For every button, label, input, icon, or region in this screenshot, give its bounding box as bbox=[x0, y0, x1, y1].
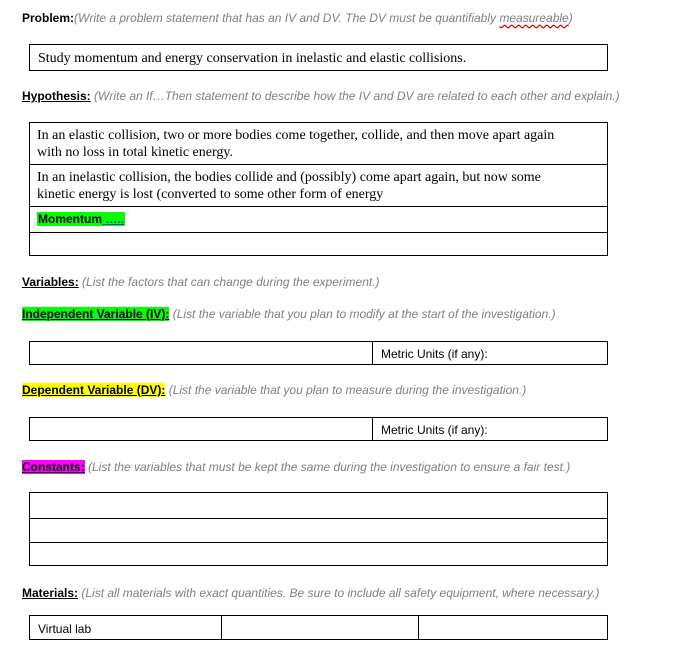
materials-cell-1[interactable] bbox=[30, 616, 222, 639]
variables-heading bbox=[22, 275, 380, 289]
hypothesis-label: Hypothesis: bbox=[22, 89, 91, 103]
variables-label: Variables: bbox=[22, 275, 79, 289]
independent-variable-heading bbox=[22, 307, 556, 321]
hypothesis-row-3-text bbox=[37, 212, 125, 226]
materials-cell-2[interactable] bbox=[222, 616, 419, 639]
dependent-units-label: Metric Units (if any): bbox=[381, 423, 488, 437]
hypothesis-row-1-line-2: with no loss in total kinetic energy. bbox=[37, 145, 233, 160]
constants-row-2[interactable] bbox=[30, 518, 607, 542]
hypothesis-hint: (Write an If…Then statement to describe how the IV and DV are related to each other and explain.) bbox=[90, 89, 620, 103]
momentum-word: Momentum bbox=[38, 212, 102, 226]
hypothesis-row-4[interactable] bbox=[30, 232, 607, 255]
problem-label: Problem: bbox=[22, 11, 75, 25]
materials-label: Materials: bbox=[22, 586, 79, 600]
problem-hint-end: ) bbox=[568, 11, 573, 25]
problem-hint-misspelled-word: measureable bbox=[499, 11, 569, 25]
variables-hint: (List the factors that can change during the experiment.) bbox=[78, 275, 380, 289]
problem-heading bbox=[22, 11, 573, 25]
independent-units-cell[interactable] bbox=[373, 342, 607, 364]
materials-heading bbox=[22, 586, 599, 600]
dependent-variable-heading bbox=[22, 383, 526, 397]
dependent-variable-field[interactable] bbox=[30, 418, 373, 440]
dependent-variable-table bbox=[29, 417, 608, 441]
constants-label: Constants: bbox=[22, 460, 85, 474]
hypothesis-row-2-line-2: kinetic energy is lost (converted to some other form of energy bbox=[37, 187, 384, 202]
hypothesis-table bbox=[29, 122, 608, 256]
problem-answer-box[interactable] bbox=[29, 44, 608, 71]
hypothesis-row-3[interactable] bbox=[30, 206, 607, 232]
independent-variable-table bbox=[29, 341, 608, 365]
materials-hint: (List all materials with exact quantities. Be sure to include all safety equipment, where necessary.) bbox=[78, 586, 600, 600]
constants-heading bbox=[22, 460, 570, 474]
hypothesis-row-1-line-1: In an elastic collision, two or more bodies come together, collide, and then move apart again bbox=[37, 128, 555, 143]
momentum-dots: ….. bbox=[102, 212, 125, 226]
independent-variable-label: Independent Variable (IV): bbox=[22, 307, 170, 321]
problem-hint: (Write a problem statement that has an IV and DV. The DV must be quantifiably bbox=[74, 11, 500, 25]
dependent-units-cell[interactable] bbox=[373, 418, 607, 440]
dependent-variable-hint: (List the variable that you plan to measure during the investigation.) bbox=[165, 383, 527, 397]
constants-row-1[interactable] bbox=[30, 493, 607, 518]
dependent-variable-label: Dependent Variable (DV): bbox=[22, 383, 166, 397]
constants-row-3[interactable] bbox=[30, 542, 607, 565]
constants-table bbox=[29, 492, 608, 566]
independent-units-label: Metric Units (if any): bbox=[381, 347, 488, 361]
hypothesis-row-1[interactable] bbox=[30, 123, 607, 164]
hypothesis-row-2-line-1: In an inelastic collision, the bodies collide and (possibly) come apart again, but now some bbox=[37, 170, 541, 185]
hypothesis-heading bbox=[22, 89, 620, 103]
materials-table bbox=[29, 615, 608, 640]
hypothesis-row-2[interactable] bbox=[30, 164, 607, 206]
independent-variable-field[interactable] bbox=[30, 342, 373, 364]
constants-hint: (List the variables that must be kept the same during the investigation to ensure a fair test.) bbox=[84, 460, 571, 474]
materials-item-1: Virtual lab bbox=[38, 622, 92, 636]
independent-variable-hint: (List the variable that you plan to modify at the start of the investigation.) bbox=[169, 307, 556, 321]
problem-answer-text: Study momentum and energy conservation in inelastic and elastic collisions. bbox=[38, 51, 467, 66]
materials-cell-3[interactable] bbox=[419, 616, 607, 639]
